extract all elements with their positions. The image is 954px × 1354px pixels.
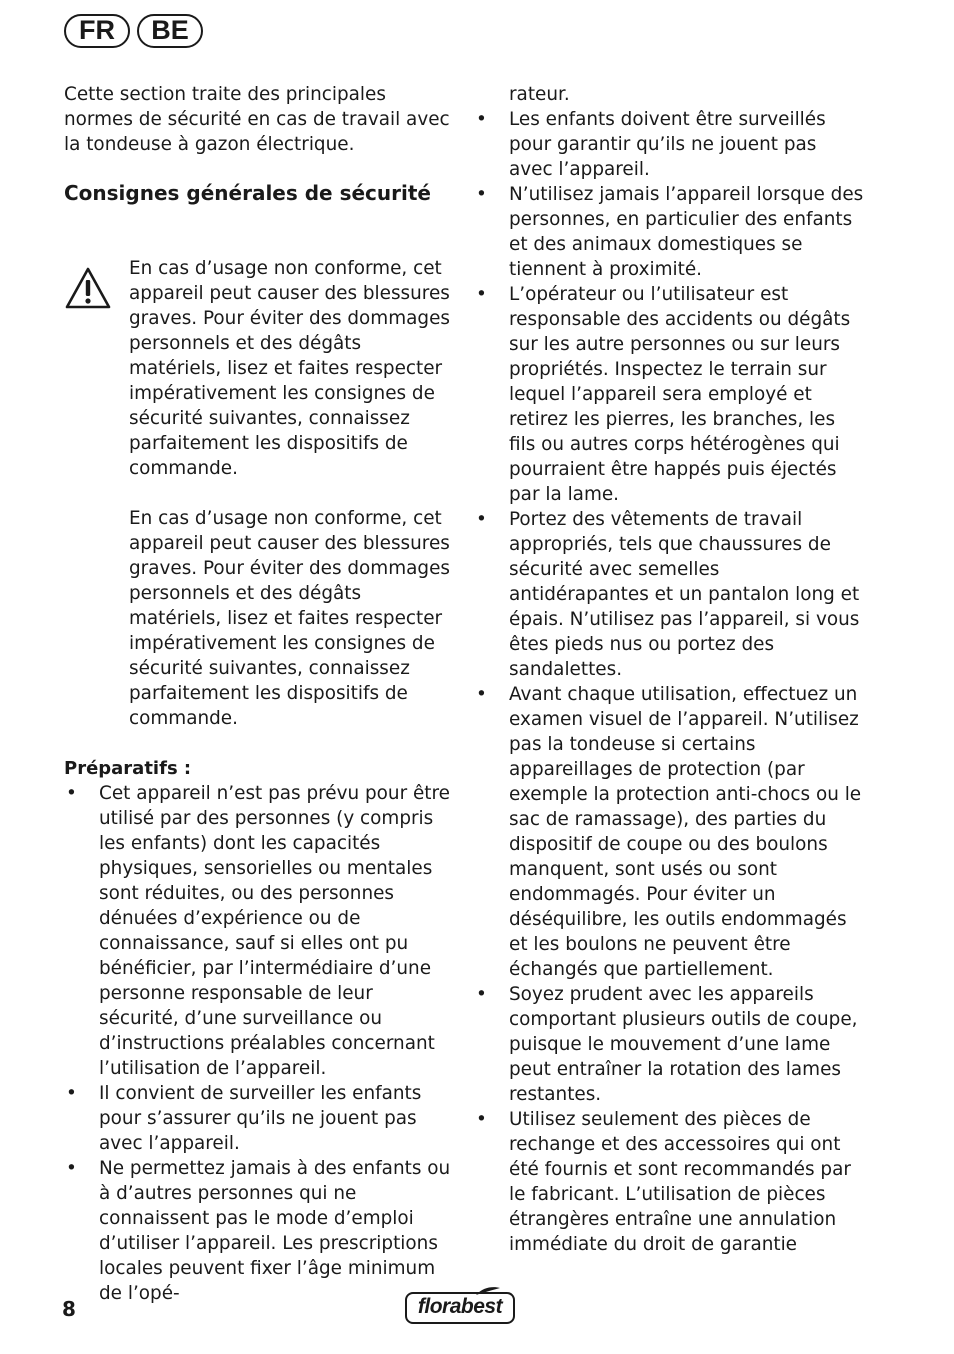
subsection-heading: Préparatifs : [64,758,192,779]
list-item: • Avant chaque utilisation, effectuez un examen visuel de l’appareil. N’utilisez pas la tondeuse si certains appareillages de protection (par exemple la protection anti-chocs ou le sac de ramassage), des parties du dispositif de coupe ou des boulons manquent, sont usés ou sont endommagés. Pour éviter un déséquilibre, les outils endommagés et les boulons ne peuvent être échangés que partiellement. [474,682,864,982]
list-item: • Soyez prudent avec les appareils comportant plusieurs outils de coupe, puisque le mouvement d’une lame peut entraîner la rotation des lames restantes. [474,982,864,1107]
logo-text: florabest [417,1295,503,1318]
list-item: • Il convient de surveiller les enfants pour s’assurer qu’ils ne jouent pas avec l’appareil. [64,1081,454,1156]
list-item: • L’opérateur ou l’utilisateur est responsable des accidents ou dégâts sur les autre personnes ou sur leurs propriétés. Inspectez le terrain sur lequel l’appareil sera employé et retirez les pierres, les branches, les fils ou autres corps hétérogènes qui pourraient être happés puis éjectés par la lame. [474,282,864,507]
list-item: • Cet appareil n’est pas prévu pour être utilisé par des personnes (y compris les enfants) dont les capacités physiques, sensorielles ou mentales sont réduites, ou des personnes dénuées d’expérience ou de connaissance, sauf si elles ont pu bénéficier, par l’intermédiaire d’une personne responsable de leur sécurité, d’une surveillance ou d’instructions préalables concernant l’utilisation de l’appareil. [64,781,454,1081]
brand-logo [405,1286,517,1326]
warning-block [64,256,454,731]
list-item: • Portez des vêtements de travail appropriés, tels que chaussures de sécurité avec semelles antidérapantes et un pantalon long et épais. N’utilisez pas l’appareil, si vous êtes pieds nus ou portez des sandalettes. [474,507,864,682]
preparation-list [64,781,454,1306]
section-heading: Consignes générales de sécurité [64,181,431,205]
warning-paragraph: En cas d’usage non conforme, cet appareil peut causer des blessures graves. Pour éviter des dommages personnels et des dégâts matériels, lisez et faites respecter impérativement les consignes de sécurité suivantes, connaissez parfaitement les dispositifs de commande. [129,508,450,729]
continued-text: rateur. [509,84,570,105]
right-column [474,82,864,1257]
list-item: • Utilisez seulement des pièces de rechange et des accessoires qui ont été fournis et sont recommandés par le fabricant. L’utilisation de pièces étrangères entraîne une annulation immédiate du droit de garantie [474,1107,864,1257]
list-item: • N’utilisez jamais l’appareil lorsque des personnes, en particulier des enfants et des animaux domestiques se tiennent à proximité. [474,182,864,282]
language-badge-fr: FR [64,14,130,48]
warning-triangle-icon [64,266,112,310]
intro-paragraph: Cette section traite des principales normes de sécurité en cas de travail avec la tondeuse à gazon électrique. [64,84,450,155]
list-item: • Ne permettez jamais à des enfants ou à d’autres personnes qui ne connaissent pas le mode d’emploi d’utiliser l’appareil. Les prescriptions locales peuvent fixer l’âge minimum de l’opé- [64,1156,454,1306]
list-item: • Les enfants doivent être surveillés pour garantir qu’ils ne jouent pas avec l’appareil. [474,107,864,182]
left-column [64,82,454,1306]
warning-paragraph: En cas d’usage non conforme, cet appareil peut causer des blessures graves. Pour éviter des dommages personnels et des dégâts matériels, lisez et faites respecter impérativement les consignes de sécurité suivantes, connaissez parfaitement les dispositifs de commande. [129,258,450,479]
safety-list [474,107,864,1257]
language-badge-be: BE [137,14,203,48]
page-number: 8 [62,1297,76,1321]
